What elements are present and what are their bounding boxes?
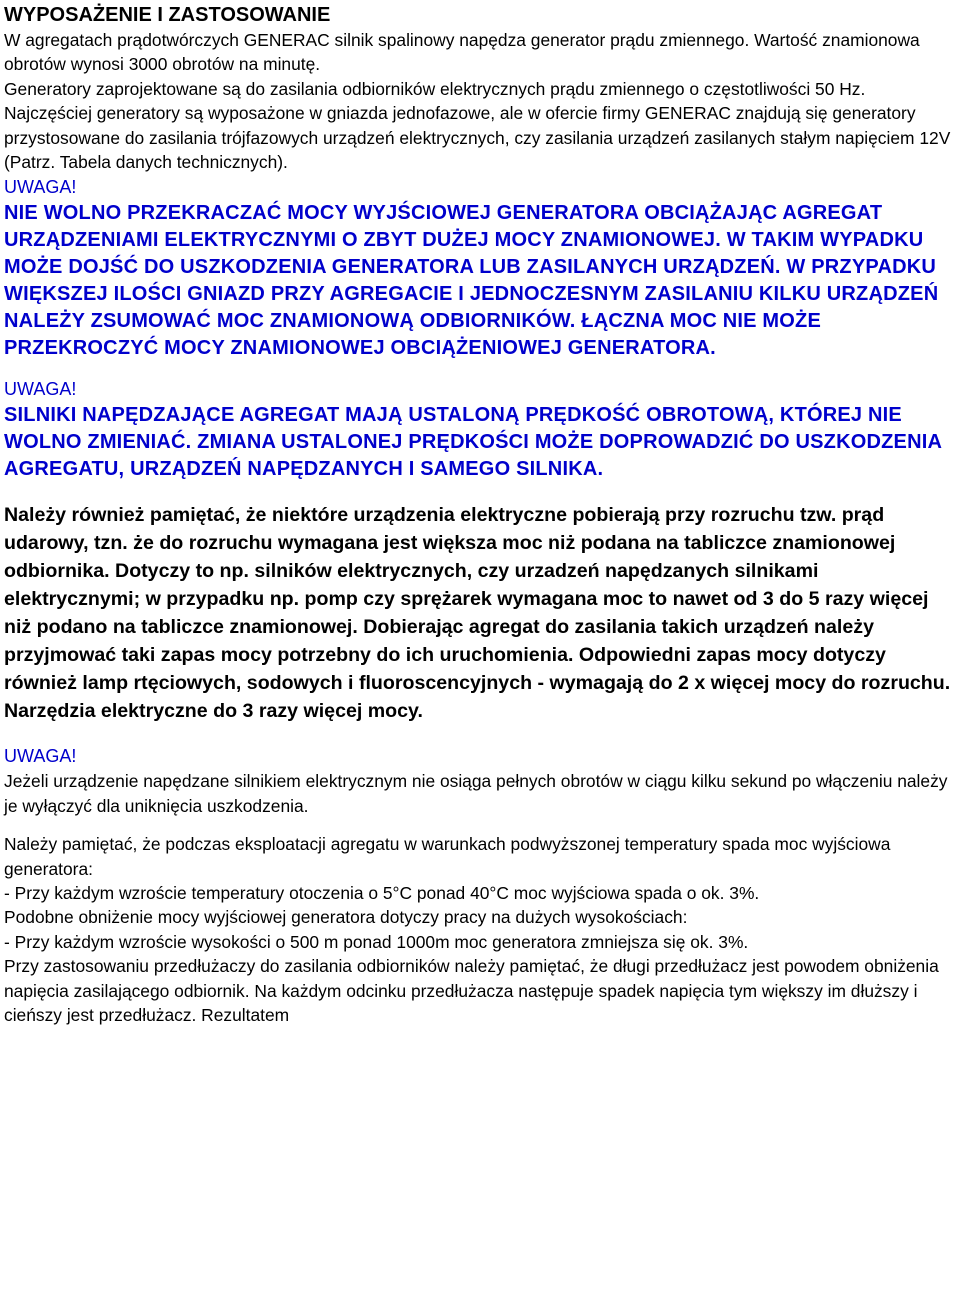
spacer: [4, 818, 956, 832]
spacer: [4, 483, 956, 501]
altitude-rule: - Przy każdym wzroście wysokości o 500 m ponad 1000m moc generatora zmniejsza się ok. 3%.: [4, 931, 749, 952]
warning-text-3: Jeżeli urządzenie napędzane silnikiem elektrycznym nie osiąga pełnych obrotów w ciągu kilku sekund po włączeniu należy je wyłączyć dla uniknięcia uszkodzenia.: [4, 771, 948, 816]
warning-label-1: UWAGA!: [4, 177, 77, 198]
altitude-note: Podobne obniżenie mocy wyjściowej generatora dotyczy pracy na dużych wysokościach:: [4, 907, 688, 928]
section-heading: WYPOSAŻENIE I ZASTOSOWANIE: [4, 4, 331, 26]
temperature-note: Należy pamiętać, że podczas eksploatacji agregatu w warunkach podwyższonej temperatury spada moc wyjściowa generatora:: [4, 834, 891, 879]
document-page: [4, 0, 956, 1028]
intro-paragraph-1: W agregatach prądotwórczych GENERAC silnik spalinowy napędza generator prądu zmiennego. Wartość znamionowa obrotów wynosi 3000 obrotów na minutę.: [4, 30, 920, 75]
temperature-rule: - Przy każdym wzroście temperatury otoczenia o 5°C ponad 40°C moc wyjściowa spada o ok. 3%.: [4, 883, 760, 904]
intro-paragraph-2: Generatory zaprojektowane są do zasilania odbiorników elektrycznych prądu zmiennego o częstotliwości 50 Hz.: [4, 78, 866, 99]
extension-cord-note: Przy zastosowaniu przedłużaczy do zasilania odbiorników należy pamiętać, że długi przedłużacz jest powodem obniżenia napięcia zasilającego odbiornik. Na każdym odcinku przedłużacza następuje spadek napięcia tym większy im dłuższy i cieńszy jest przedłużacz. Rezultatem: [4, 956, 939, 1026]
spacer: [4, 362, 956, 376]
spacer: [4, 725, 956, 743]
warning-text-1: NIE WOLNO PRZEKRACZAĆ MOCY WYJŚCIOWEJ GENERATORA OBCIĄŻAJĄC AGREGAT URZĄDZENIAMI ELEKTRYCZNYMI O ZBYT DUŻEJ MOCY ZNAMIONOWEJ. W TAKIM WYPADKU MOŻE DOJŚĆ DO USZKODZENIA GENERATORA LUB ZASILANYCH URZĄDZEŃ. W PRZYPADKU WIĘKSZEJ ILOŚCI GNIAZD PRZY AGREGACIE I JEDNOCZESNYM ZASILANIU KILKU URZĄDZEŃ NALEŻY ZSUMOWAĆ MOC ZNAMIONOWĄ ODBIORNIKÓW. ŁĄCZNA MOC NIE MOŻE PRZEKROCZYĆ MOCY ZNAMIONOWEJ OBCIĄŻENIOWEJ GENERATORA.: [4, 202, 939, 360]
warning-text-2: SILNIKI NAPĘDZAJĄCE AGREGAT MAJĄ USTALONĄ PRĘDKOŚĆ OBROTOWĄ, KTÓREJ NIE WOLNO ZMIENIAĆ. ZMIANA USTALONEJ PRĘDKOŚCI MOŻE DOPROWADZIĆ DO USZKODZENIA AGREGATU, URZĄDZEŃ NAPĘDZANYCH I SAMEGO SILNIKA.: [4, 404, 942, 481]
warning-label-3: UWAGA!: [4, 746, 77, 767]
warning-label-2: UWAGA!: [4, 379, 77, 400]
intro-paragraph-3: Najczęściej generatory są wyposażone w gniazda jednofazowe, ale w ofercie firmy GENERAC znajdują się generatory przystosowane do zasilania trójfazowych urządzeń elektrycznych, czy zasilania urządzeń zasilanych stałym napięciem 12V (Patrz. Tabela danych technicznych).: [4, 103, 951, 173]
startup-current-note: Należy również pamiętać, że niektóre urządzenia elektryczne pobierają przy rozruchu tzw. prąd udarowy, tzn. że do rozruchu wymagana jest większa moc niż podana na tabliczce znamionowej odbiornika. Dotyczy to np. silników elektrycznych, czy urzadzeń napędzanych silnikami elektrycznymi; w przypadku np. pomp czy sprężarek wymagana moc to nawet od 3 do 5 razy więcej niż podano na tabliczce znamionowej. Dobierając agregat do zasilania takich urządzeń należy przyjmować taki zapas mocy potrzebny do ich uruchomienia. Odpowiedni zapas mocy dotyczy również lamp rtęciowych, sodowych i fluoroscencyjnych - wymagają do 2 x więcej mocy do rozruchu. Narzędzia elektryczne do 3 razy więcej mocy.: [4, 504, 951, 723]
